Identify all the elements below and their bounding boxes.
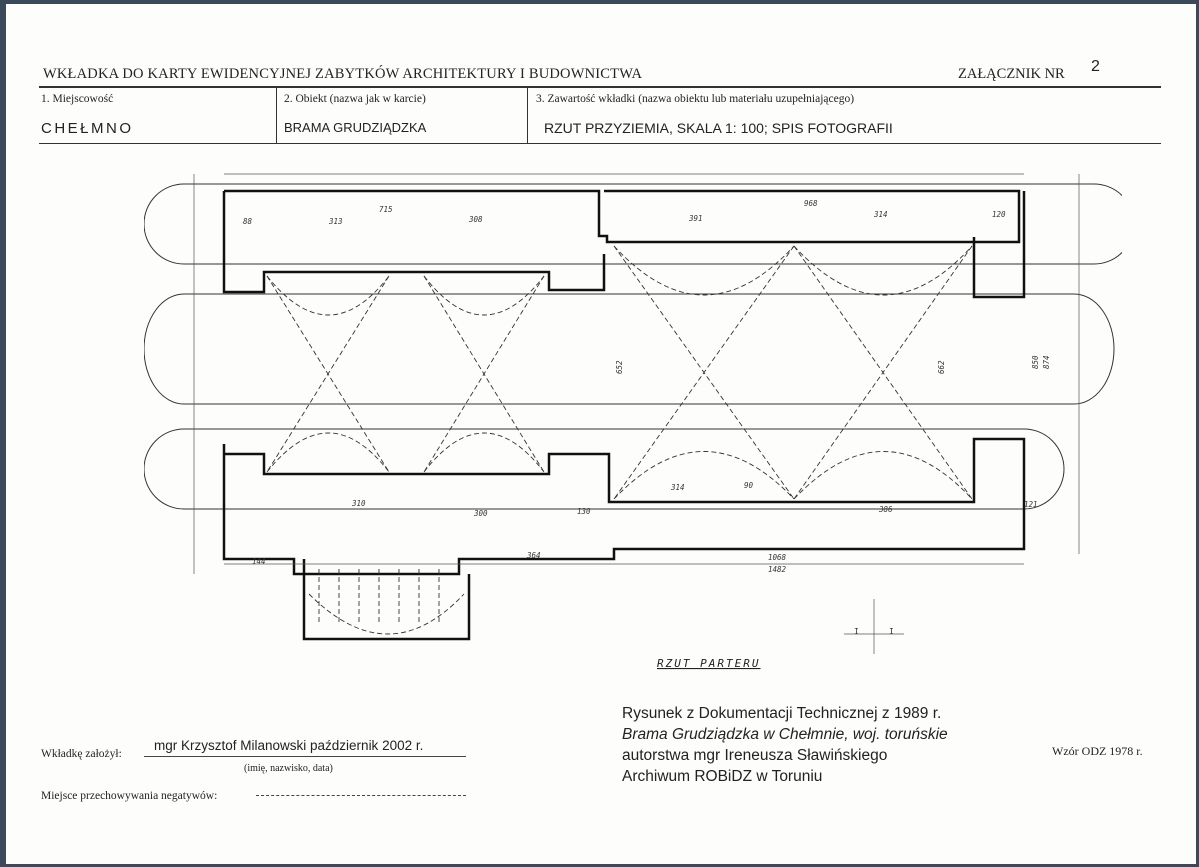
stair-treads xyxy=(319,569,439,624)
floor-plan-drawing xyxy=(144,154,1122,674)
section-mark-right: I xyxy=(889,627,894,636)
credits-line-3: autorstwa mgr Ireneusza Sławińskiego xyxy=(622,747,888,764)
content-label: 3. Zawartość wkładki (nazwa obiektu lub materiału uzupełniającego) xyxy=(536,93,855,105)
annex-label: ZAŁĄCZNIK NR xyxy=(958,66,1065,82)
credits-line-1: Rysunek z Dokumentacji Technicznej z 1989 r. xyxy=(622,705,942,722)
dimension-label: 120 xyxy=(992,210,1006,219)
dimension-label: 144 xyxy=(252,557,266,566)
credits-line-4: Archiwum ROBiDZ w Toruniu xyxy=(622,768,823,785)
dimension-label: 313 xyxy=(329,217,343,226)
vault-arc xyxy=(424,433,544,472)
founder-line xyxy=(144,756,466,757)
annex-number: 2 xyxy=(1091,58,1100,75)
wall-north-west-wing xyxy=(224,191,604,292)
dimension-label: 1068 xyxy=(768,553,787,562)
vault-arc xyxy=(794,246,972,295)
drawing-credits xyxy=(622,703,1042,787)
card-title: WKŁADKA DO KARTY EWIDENCYJNEJ ZABYTKÓW ARCHITEKTURY I BUDOWNICTWA xyxy=(43,66,643,82)
header-divider-2 xyxy=(527,87,528,143)
content-value: RZUT PRZYZIEMIA, SKALA 1: 100; SPIS FOTOGRAFII xyxy=(544,120,893,136)
dimension-label: 1482 xyxy=(768,565,787,574)
founder-hint: (imię, nazwisko, data) xyxy=(244,763,333,774)
credits-line-2: Brama Grudziądzka w Chełmnie, woj. toruńskie xyxy=(622,726,948,743)
vault-arc xyxy=(267,276,389,315)
dimension-label: 874 xyxy=(1042,355,1051,369)
dimension-label: 300 xyxy=(474,509,488,518)
form-version: Wzór ODZ 1978 r. xyxy=(1052,744,1143,758)
storage-label: Miejsce przechowywania negatywów: xyxy=(41,790,218,802)
vault-arc xyxy=(424,276,544,315)
founder-value: mgr Krzysztof Milanowski październik 2002 r. xyxy=(154,738,424,753)
dimension-label: 652 xyxy=(615,360,624,374)
vault-arc xyxy=(614,452,794,500)
dimension-label: 308 xyxy=(469,215,483,224)
object-label: 2. Obiekt (nazwa jak w karcie) xyxy=(284,93,426,105)
dimension-label: 386 xyxy=(879,505,893,514)
dimension-label: 314 xyxy=(874,210,888,219)
locality-label: 1. Miejscowość xyxy=(41,93,114,105)
plan-title: RZUT PARTERU xyxy=(657,657,761,670)
wall-north xyxy=(224,191,1019,242)
wall-north-east xyxy=(974,191,1024,297)
dimension-label: 310 xyxy=(352,499,366,508)
wall-south xyxy=(224,439,1024,574)
dimension-label: 391 xyxy=(689,214,703,223)
vault-arc xyxy=(794,452,972,500)
dimension-label: 850 xyxy=(1031,355,1040,369)
header-divider-1 xyxy=(276,87,277,143)
dimension-label: 314 xyxy=(671,483,685,492)
founder-label: Wkładkę założył: xyxy=(41,748,122,760)
dimension-label: 90 xyxy=(744,481,754,490)
vault-arc xyxy=(267,433,389,472)
dimension-label: 121 xyxy=(1024,500,1038,509)
stair-tower-outline xyxy=(304,559,469,639)
vault-arc xyxy=(614,246,794,295)
section-mark-left: I xyxy=(854,627,859,636)
header-rule-bottom xyxy=(39,143,1161,144)
dimension-label: 968 xyxy=(804,199,818,208)
dimension-label: 715 xyxy=(379,205,393,214)
object-value: BRAMA GRUDZIĄDZKA xyxy=(284,120,427,135)
record-card xyxy=(6,4,1196,864)
vault-outline-top xyxy=(144,184,1122,264)
vault-outline-bottom xyxy=(144,429,1064,509)
dimension-label: 364 xyxy=(527,551,541,560)
storage-line xyxy=(256,795,466,796)
dimension-label: 88 xyxy=(243,217,253,226)
vault-rib xyxy=(614,246,794,499)
vault-outline-middle xyxy=(144,294,1114,404)
locality-value: CHEŁMNO xyxy=(41,120,134,137)
stair-arc xyxy=(309,594,464,634)
dimension-label: 130 xyxy=(577,507,591,516)
header-rule-top xyxy=(39,86,1161,88)
dimension-label: 662 xyxy=(937,360,946,374)
